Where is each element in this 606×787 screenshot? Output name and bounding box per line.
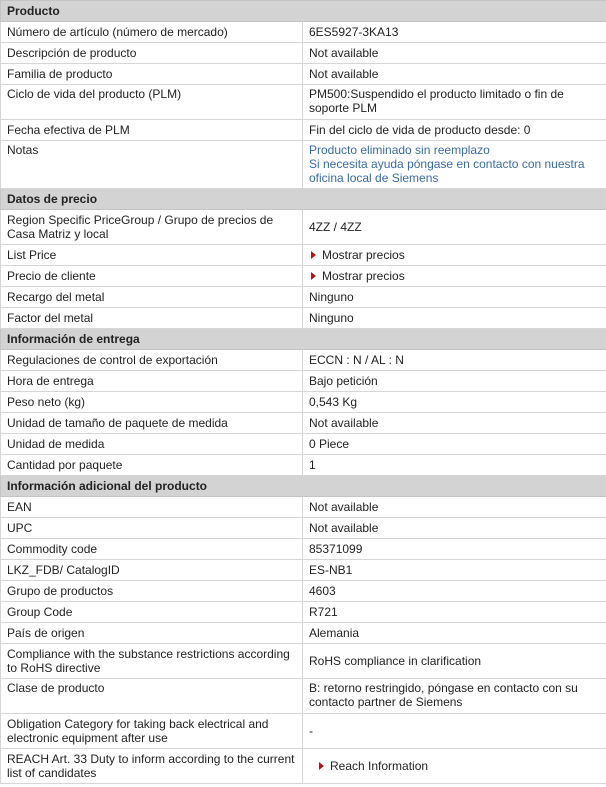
chevron-right-icon (311, 251, 316, 259)
row-value: 0,543 Kg (303, 392, 606, 413)
row-label: Compliance with the substance restrictions according to RoHS directive (1, 644, 303, 679)
section-title: Información adicional del producto (1, 476, 606, 497)
table-row (1, 539, 606, 560)
table-row (1, 287, 606, 308)
table-row (1, 714, 606, 749)
table-row (1, 392, 606, 413)
row-label: Descripción de producto (1, 43, 303, 64)
row-value: RoHS compliance in clarification (303, 644, 606, 679)
table-row (1, 749, 606, 784)
row-label: Notas (1, 141, 303, 189)
table-row (1, 602, 606, 623)
note-link-contact-siemens[interactable]: Si necesita ayuda póngase en contacto con nuestra oficina local de Siemens (309, 157, 585, 185)
list-price-cell (303, 245, 606, 266)
table-row (1, 210, 606, 245)
row-label: List Price (1, 245, 303, 266)
row-value: B: retorno restringido, póngase en contacto con su contacto partner de Siemens (303, 679, 606, 714)
customer-price-cell (303, 266, 606, 287)
row-label: Ciclo de vida del producto (PLM) (1, 85, 303, 120)
chevron-right-icon (319, 762, 324, 770)
row-value: Ninguno (303, 287, 606, 308)
row-value: PM500:Suspendido el producto limitado o fin de soporte PLM (303, 85, 606, 120)
table-row (1, 64, 606, 85)
row-label: Hora de entrega (1, 371, 303, 392)
note-link-no-replacement[interactable]: Producto eliminado sin reemplazo (309, 143, 490, 157)
table-row (1, 623, 606, 644)
table-row (1, 679, 606, 714)
table-row (1, 371, 606, 392)
row-value: 85371099 (303, 539, 606, 560)
reach-information-link[interactable]: Reach Information (330, 759, 429, 773)
table-row (1, 266, 606, 287)
notes-value (303, 141, 606, 189)
row-value: Not available (303, 497, 606, 518)
row-value: R721 (303, 602, 606, 623)
row-label: Obligation Category for taking back electrical and electronic equipment after use (1, 714, 303, 749)
row-label: Recargo del metal (1, 287, 303, 308)
row-value: Not available (303, 518, 606, 539)
row-label: Número de artículo (número de mercado) (1, 22, 303, 43)
table-row (1, 350, 606, 371)
row-label: UPC (1, 518, 303, 539)
row-label: Precio de cliente (1, 266, 303, 287)
show-list-price-link[interactable]: Mostrar precios (322, 248, 405, 262)
row-value: 0 Piece (303, 434, 606, 455)
row-value: Bajo petición (303, 371, 606, 392)
table-row (1, 497, 606, 518)
section-title: Datos de precio (1, 189, 606, 210)
section-header-entrega (1, 329, 606, 350)
table-row (1, 85, 606, 120)
row-value: ES-NB1 (303, 560, 606, 581)
row-label: Familia de producto (1, 64, 303, 85)
row-label: Commodity code (1, 539, 303, 560)
row-value: Not available (303, 43, 606, 64)
row-value: 4ZZ / 4ZZ (303, 210, 606, 245)
table-row (1, 644, 606, 679)
table-row (1, 43, 606, 64)
row-label: Clase de producto (1, 679, 303, 714)
row-label: LKZ_FDB/ CatalogID (1, 560, 303, 581)
row-label: EAN (1, 497, 303, 518)
table-row (1, 141, 606, 189)
row-label: Cantidad por paquete (1, 455, 303, 476)
table-row (1, 308, 606, 329)
row-value: Not available (303, 413, 606, 434)
table-row (1, 434, 606, 455)
row-value: 6ES5927-3KA13 (303, 22, 606, 43)
row-value: 4603 (303, 581, 606, 602)
show-customer-price-link[interactable]: Mostrar precios (322, 269, 405, 283)
table-row (1, 518, 606, 539)
reach-cell (303, 749, 606, 784)
table-row (1, 455, 606, 476)
table-row (1, 120, 606, 141)
table-row (1, 560, 606, 581)
section-header-precio (1, 189, 606, 210)
row-label: Region Specific PriceGroup / Grupo de precios de Casa Matriz y local (1, 210, 303, 245)
row-value: Ninguno (303, 308, 606, 329)
row-value: Fin del ciclo de vida de producto desde: 0 (303, 120, 606, 141)
row-value: - (303, 714, 606, 749)
row-label: País de origen (1, 623, 303, 644)
section-title: Información de entrega (1, 329, 606, 350)
table-row (1, 581, 606, 602)
chevron-right-icon (311, 272, 316, 280)
table-row (1, 245, 606, 266)
section-header-producto (1, 1, 606, 22)
row-label: Peso neto (kg) (1, 392, 303, 413)
row-label: Regulaciones de control de exportación (1, 350, 303, 371)
section-header-adicional (1, 476, 606, 497)
row-value: Alemania (303, 623, 606, 644)
section-title: Producto (1, 1, 606, 22)
row-label: Factor del metal (1, 308, 303, 329)
row-value: ECCN : N / AL : N (303, 350, 606, 371)
row-label: Group Code (1, 602, 303, 623)
row-label: Unidad de tamaño de paquete de medida (1, 413, 303, 434)
row-label: REACH Art. 33 Duty to inform according to the current list of candidates (1, 749, 303, 784)
row-label: Unidad de medida (1, 434, 303, 455)
table-row (1, 22, 606, 43)
row-value: Not available (303, 64, 606, 85)
row-value: 1 (303, 455, 606, 476)
row-label: Grupo de productos (1, 581, 303, 602)
table-row (1, 413, 606, 434)
row-label: Fecha efectiva de PLM (1, 120, 303, 141)
